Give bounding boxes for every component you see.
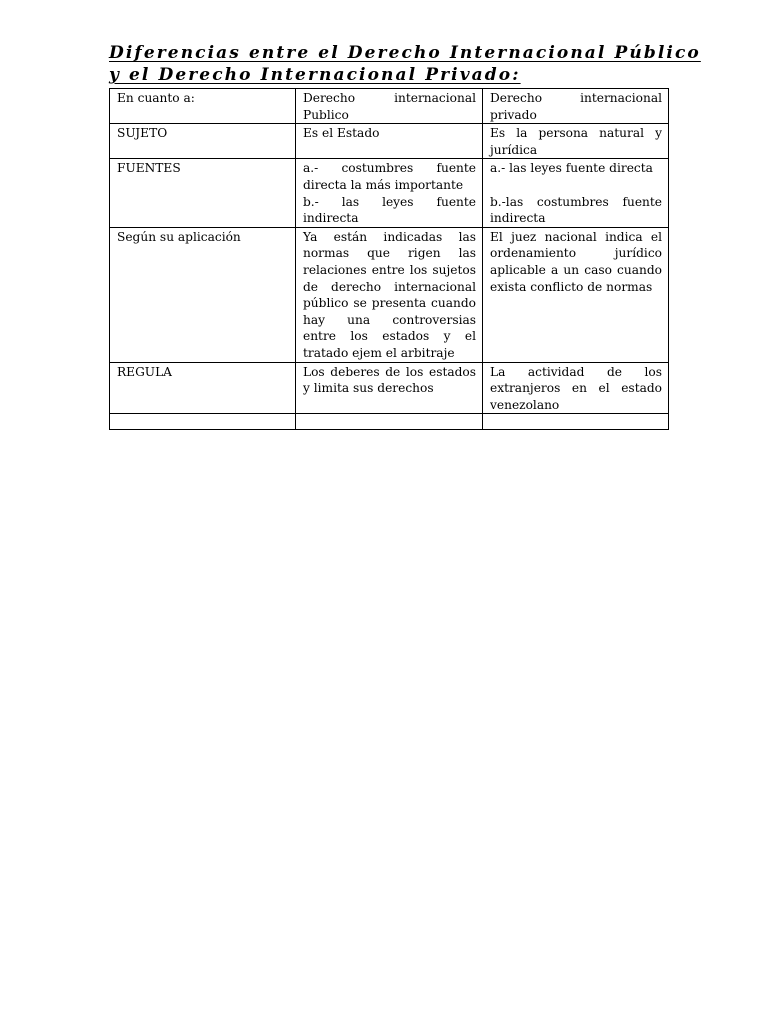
document-title [109,42,701,86]
header-cell-aspect: En cuanto a: [110,89,296,124]
table-row-empty [110,414,669,430]
document-page [109,42,701,430]
row-aspect-fuentes: FUENTES [110,159,296,227]
row-aspect-sujeto: SUJETO [110,124,296,159]
header-cell-privado: Derecho internacional privado [483,89,669,124]
row-publico-sujeto: Es el Estado [296,124,483,159]
row-privado-regula: La actividad de los extranjeros en el estado venezolano [483,362,669,414]
fuentes-privado-spacer [490,177,662,194]
comparison-table [109,88,669,430]
row-aspect-aplicacion: Según su aplicación [110,227,296,362]
row-publico-fuentes [296,159,483,227]
row-aspect-regula: REGULA [110,362,296,414]
fuentes-privado-a: a.- las leyes fuente directa [490,161,653,176]
empty-cell-2 [296,414,483,430]
title-line-1: Diferencias entre el Derecho Internacional Público [109,43,701,63]
row-privado-fuentes [483,159,669,227]
fuentes-publico-a: a.- costumbres fuente directa la más importante [303,161,476,192]
table-row-sujeto [110,124,669,159]
fuentes-privado-b: b.-las costumbres fuente indirecta [490,194,662,226]
table-row-fuentes [110,159,669,227]
table-row-regula [110,362,669,414]
table-header-row [110,89,669,124]
empty-cell-1 [110,414,296,430]
row-privado-sujeto: Es la persona natural y jurídica [483,124,669,159]
row-privado-aplicacion: El juez nacional indica el ordenamiento jurídico aplicable a un caso cuando exista conflicto de normas [483,227,669,362]
fuentes-publico-b: b.- las leyes fuente indirecta [303,194,476,226]
row-publico-aplicacion: Ya están indicadas las normas que rigen las relaciones entre los sujetos de derecho internacional público se presenta cuando hay una controversias entre los estados y el tratado ejem el arbitraje [296,227,483,362]
empty-cell-3 [483,414,669,430]
row-publico-regula: Los deberes de los estados y limita sus derechos [296,362,483,414]
table-row-aplicacion [110,227,669,362]
header-cell-publico: Derecho internacional Publico [296,89,483,124]
title-line-2: y el Derecho Internacional Privado: [109,65,521,85]
